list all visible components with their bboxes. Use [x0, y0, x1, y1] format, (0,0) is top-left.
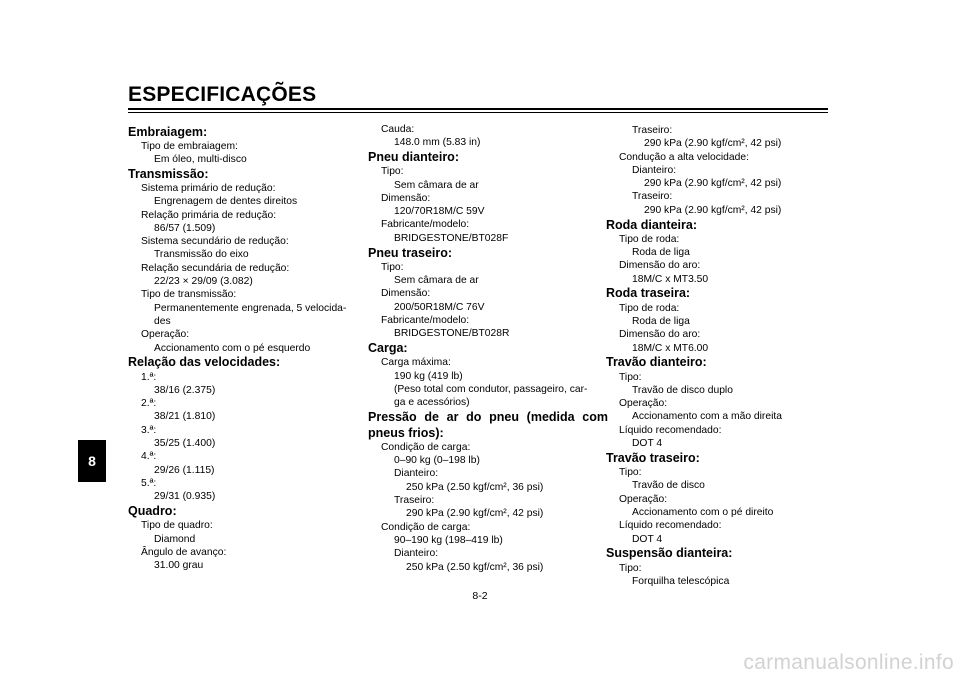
spec-heading: Carga:	[368, 341, 408, 356]
spec-heading: Embraiagem:	[128, 124, 208, 139]
spec-value: 90–190 kg (198–419 lb)	[394, 534, 503, 546]
spec-value: Travão de disco	[632, 480, 705, 492]
spec-label: Dimensão:	[381, 192, 431, 204]
spec-heading: Relação das velocidades:	[128, 355, 281, 370]
spec-heading: Pneu dianteiro:	[368, 150, 459, 165]
spec-label: Tipo:	[381, 166, 404, 178]
spec-value: 29/31 (0.935)	[154, 491, 216, 503]
spec-label: 1.ª:	[141, 371, 157, 383]
spec-heading: Quadro:	[128, 504, 177, 519]
spec-value: Accionamento com o pé esquerdo	[154, 342, 311, 354]
spec-label: Carga máxima:	[381, 357, 451, 369]
spec-value: 22/23 × 29/09 (3.082)	[154, 276, 253, 288]
spec-value: Traseiro:	[632, 125, 673, 136]
spec-label: Tipo de roda:	[619, 302, 680, 314]
spec-label: Relação secundária de redução:	[141, 262, 290, 274]
spec-heading: Travão traseiro:	[606, 450, 700, 465]
spec-heading: Suspensão dianteira:	[606, 546, 733, 561]
spec-label: Fabricante/modelo:	[381, 219, 470, 231]
spec-value: 290 kPa (2.90 kgf/cm², 42 psi)	[406, 508, 544, 520]
spec-value: 250 kPa (2.50 kgf/cm², 36 psi)	[406, 561, 544, 573]
spec-value: 200/50R18M/C 76V	[394, 301, 485, 313]
spec-value: BRIDGESTONE/BT028F	[394, 232, 509, 244]
spec-heading: Roda traseira:	[606, 286, 691, 301]
spec-label: Tipo de transmissão:	[141, 289, 237, 301]
spec-value: 38/21 (1.810)	[154, 411, 216, 423]
spec-value: Dianteiro:	[632, 164, 677, 176]
spec-label: 2.ª:	[141, 398, 157, 410]
spec-value: Em óleo, multi-disco	[154, 154, 247, 165]
spec-value: 190 kg (419 lb)	[394, 370, 463, 382]
spec-label: Tipo de quadro:	[141, 520, 213, 532]
header-rule-thin	[128, 112, 828, 113]
spec-label: Operação:	[141, 329, 190, 341]
spec-label: Dimensão do aro:	[619, 329, 701, 341]
spec-label: 5.ª:	[141, 477, 157, 489]
spec-heading: Pneu traseiro:	[368, 245, 453, 260]
spec-value: Travão de disco duplo	[632, 384, 733, 396]
spec-label: Sistema primário de redução:	[141, 183, 276, 194]
spec-label: Operação:	[619, 493, 668, 505]
spec-label: Condução a alta velocidade:	[619, 151, 749, 163]
spec-heading: Roda dianteira:	[606, 217, 697, 232]
spec-value: 29/26 (1.115)	[154, 464, 215, 476]
spec-value: Transmissão do eixo	[154, 249, 249, 261]
spec-label: Tipo:	[619, 562, 642, 574]
page-number: 8-2	[472, 590, 488, 602]
spec-value: Dianteiro:	[394, 468, 439, 480]
spec-value: 18M/C x MT6.00	[632, 342, 709, 354]
spec-value: 31.00 grau	[154, 560, 204, 572]
spec-value: Accionamento com o pé direito	[632, 506, 774, 518]
spec-value: (Peso total com condutor, passageiro, car-	[394, 383, 588, 395]
spec-label: Tipo:	[619, 371, 642, 383]
spec-value: Diamond	[154, 533, 196, 545]
header-rule-thick	[128, 108, 828, 110]
spec-value: Traseiro:	[394, 495, 435, 507]
spec-label: Condição de carga:	[381, 521, 471, 533]
spec-value: 86/57 (1.509)	[154, 222, 216, 234]
spec-value: 290 kPa (2.90 kgf/cm², 42 psi)	[644, 204, 782, 216]
spec-value: Engrenagem de dentes direitos	[154, 196, 298, 208]
spec-column-2	[368, 123, 608, 574]
spec-value: 38/16 (2.375)	[154, 384, 216, 396]
spec-value: 290 kPa (2.90 kgf/cm², 42 psi)	[644, 178, 782, 190]
spec-value: Permanentemente engrenada, 5 velocida-	[154, 302, 347, 314]
spec-heading: Travão dianteiro:	[606, 355, 707, 370]
spec-label: Dimensão:	[381, 288, 431, 300]
spec-heading: Pressão de ar do pneu (medida com	[368, 409, 608, 424]
spec-label: Tipo de roda:	[619, 233, 680, 245]
spec-value: ga e acessórios)	[394, 397, 470, 409]
spec-label: 4.ª:	[141, 451, 157, 463]
spec-value: Sem câmara de ar	[394, 179, 479, 191]
spec-value: Forquilha telescópica	[632, 575, 730, 587]
spec-label: Cauda:	[381, 124, 415, 135]
spec-value: BRIDGESTONE/BT028R	[394, 328, 510, 340]
spec-label: Tipo de embraiagem:	[141, 140, 238, 152]
spec-label: 3.ª:	[141, 424, 157, 436]
page-title: ESPECIFICAÇÕES	[128, 83, 317, 106]
spec-value: 250 kPa (2.50 kgf/cm², 36 psi)	[406, 481, 544, 493]
spec-value: 35/25 (1.400)	[154, 438, 216, 450]
spec-value: 290 kPa (2.90 kgf/cm², 42 psi)	[644, 138, 782, 150]
spec-value: 0–90 kg (0–198 lb)	[394, 455, 480, 467]
spec-label: Fabricante/modelo:	[381, 314, 470, 326]
spec-label: Dimensão do aro:	[619, 260, 701, 272]
spec-heading: pneus frios):	[368, 425, 444, 440]
chapter-tab: 8	[78, 440, 106, 482]
spec-label: Condição de carga:	[381, 441, 471, 453]
spec-value: Traseiro:	[632, 191, 673, 203]
spec-label: Líquido recomendado:	[619, 520, 722, 532]
spec-column-1	[128, 124, 368, 572]
spec-label: Sistema secundário de redução:	[141, 236, 289, 248]
spec-label: Operação:	[619, 398, 668, 410]
spec-label: Ângulo de avanço:	[141, 546, 227, 558]
spec-value: Dianteiro:	[394, 548, 439, 560]
watermark: carmanualsonline.info	[743, 651, 954, 674]
spec-column-3	[606, 124, 846, 588]
spec-value: Sem câmara de ar	[394, 275, 479, 287]
spec-value: 148.0 mm (5.83 in)	[394, 137, 481, 149]
spec-label: Tipo:	[381, 261, 404, 273]
spec-value: 120/70R18M/C 59V	[394, 206, 485, 218]
spec-label: Líquido recomendado:	[619, 424, 722, 436]
spec-value: Accionamento com a mão direita	[632, 411, 782, 423]
spec-label: Tipo:	[619, 467, 642, 479]
spec-value: des	[154, 315, 171, 327]
spec-heading: Transmissão:	[128, 166, 209, 181]
spec-value: DOT 4	[632, 438, 663, 450]
spec-value: Roda de liga	[632, 315, 690, 327]
spec-label: Relação primária de redução:	[141, 209, 277, 221]
spec-value: DOT 4	[632, 533, 663, 545]
spec-value: Roda de liga	[632, 247, 690, 259]
spec-value: 18M/C x MT3.50	[632, 273, 709, 285]
